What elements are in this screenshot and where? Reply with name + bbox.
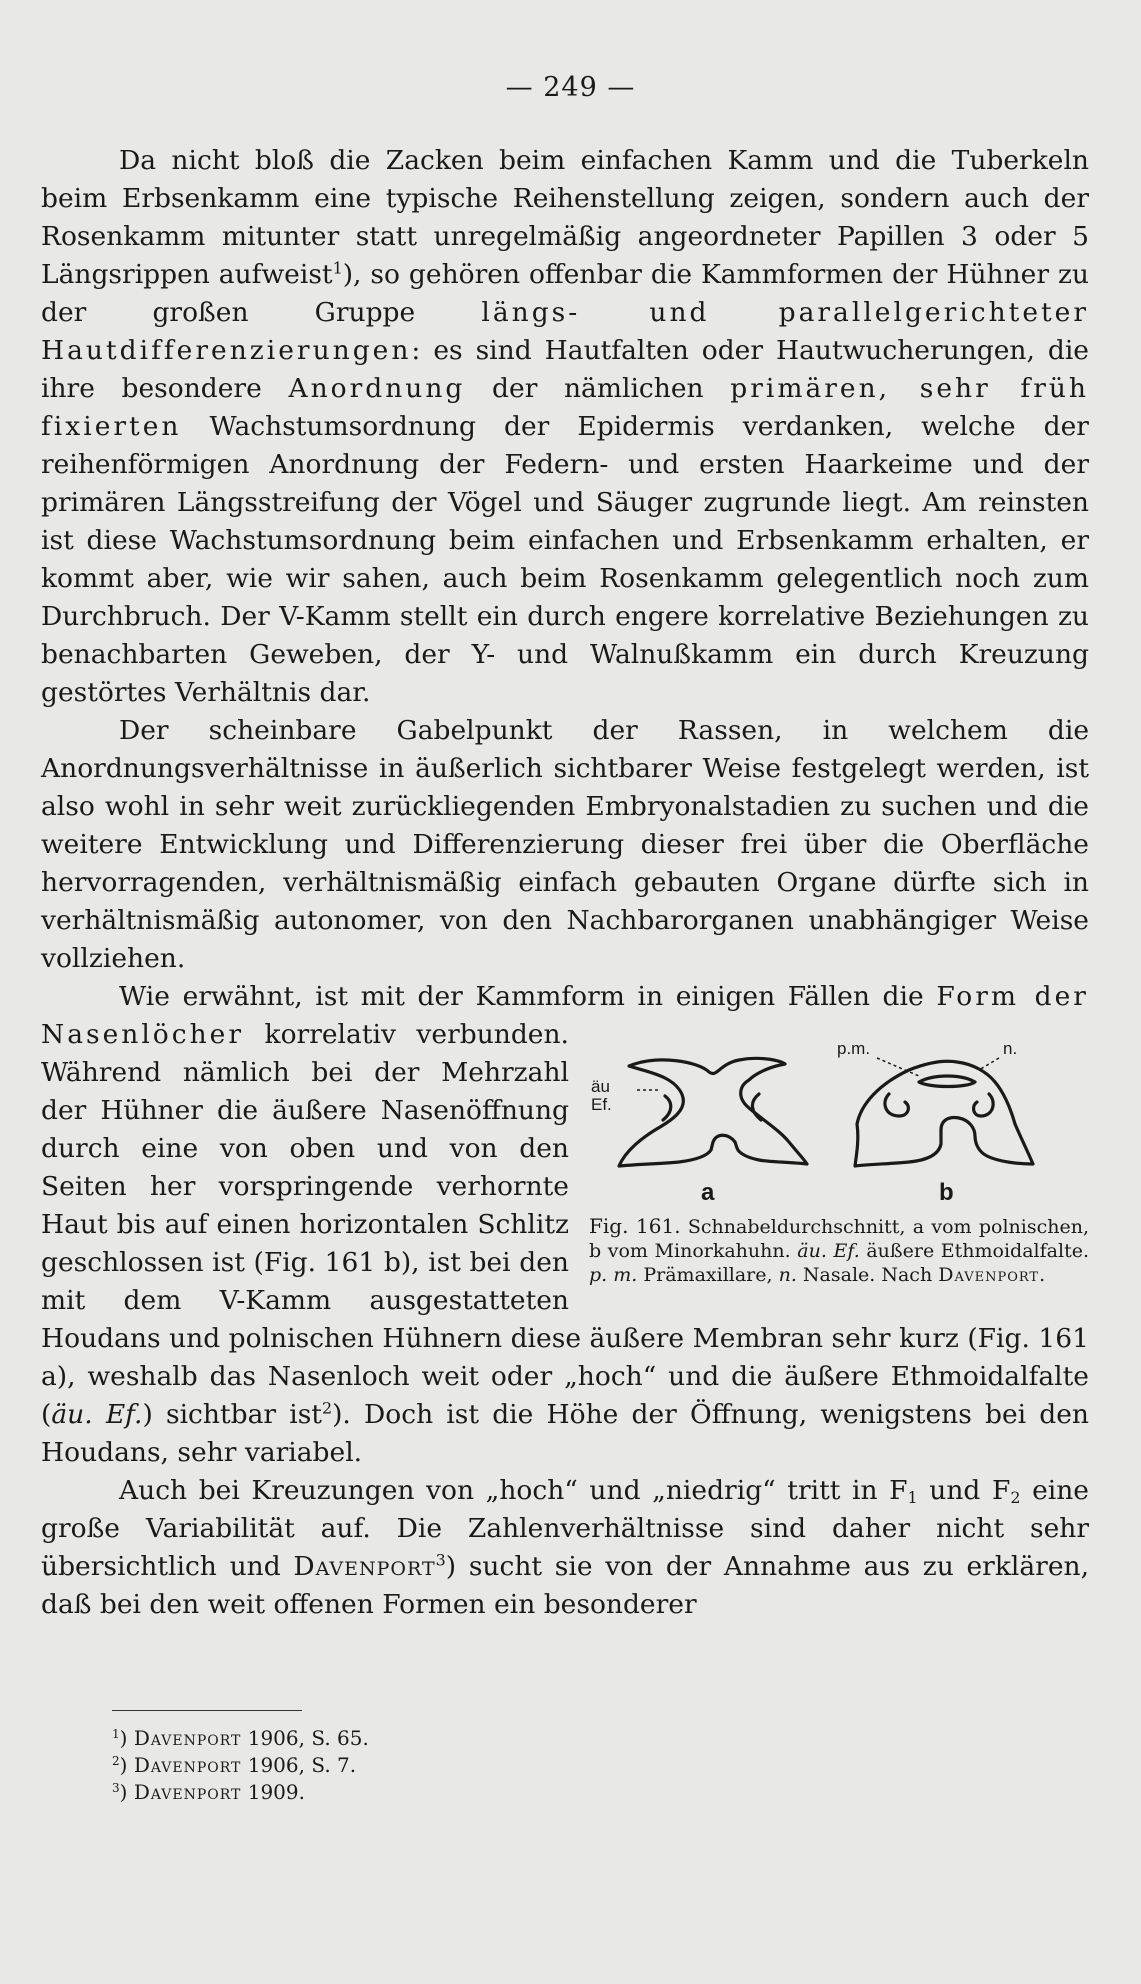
- label-b: b: [939, 1179, 954, 1206]
- footnote-ref-3: 3: [435, 1550, 446, 1570]
- footnote-ref-2: 2: [321, 1398, 333, 1418]
- paragraph-4: Auch bei Kreuzungen von „hoch“ und „niedrig“ tritt in $F_1$ und $F_2$ eine große Variabilität auf. Die Zahlenverhältnisse sind daher nicht sehr übersichtlich und Davenport$^3$) sucht sie von der Annahme aus zu erklären, daß bei den weit offenen Formen ein besonderer: [41, 1475, 1090, 1620]
- spaced-emphasis: Anordnung: [288, 373, 466, 404]
- spaced-emphasis: Form der Nasenlöcher: [41, 981, 1089, 1050]
- footnote-3: $^3$) Davenport 1909.: [112, 1780, 305, 1804]
- spaced-emphasis: primären, sehr früh fixierten: [41, 373, 1089, 442]
- label-au: äu: [591, 1077, 610, 1096]
- footnote-ref-1: 1: [332, 258, 343, 278]
- leader-line-n: [979, 1058, 999, 1070]
- paragraph-3: Wie erwähnt, ist mit der Kammform in einigen Fällen die Form der Nasenlöcher äu Ef. p.m. n. a b Fig. 161. Schnabeldurchschnitt, a vom polnischen, b vom Minorkahuhn. äu. Ef. äußere Ethmoidalfalte. p. m. Prämaxillare, n. Nasale. Nach Davenport. korrelativ verbunden. Während nämlich bei der Mehrzahl der Hühner die äußere Nasenöffnung durch eine von oben und von den Seiten her vorspringende verhornte Haut bis auf einen horizontalen Schlitz geschlossen ist (Fig. 161 b), ist bei den mit dem V-Kamm ausgestatteten Houdans und polnischen Hühnern diese äußere Membran sehr kurz (Fig. 161 a), weshalb das Nasenloch weit oder „hoch“ und die äußere Ethmoidalfalte (äu. Ef.) sichtbar ist$^2$). Doch ist die Höhe der Öffnung, wenigstens bei den Houdans, sehr variabel.: [41, 981, 1089, 1468]
- footnotes: [112, 1725, 812, 1806]
- figure-caption: Fig. 161. Schnabeldurchschnitt, a vom polnischen, b vom Minorkahuhn. äu. Ef. äußere Ethmoidalfalte. p. m. Prämaxillare, n. Nasale. Nach Davenport.: [589, 1214, 1089, 1286]
- paragraph-1: Da nicht bloß die Zacken beim einfachen Kamm und die Tuberkeln beim Erbsenkamm eine typische Reihenstellung zeigen, sondern auch der Rosenkamm mitunter statt unregelmäßig angeordneter Papillen 3 oder 5 Längsrippen aufweist$^1$), so gehören offenbar die Kammformen der Hühner zu der großen Gruppe längs- und parallelgerichteter Hautdifferenzierungen: es sind Hautfalten oder Hautwucherungen, die ihre besondere Anordnung der nämlichen primären, sehr früh fixierten Wachstumsordnung der Epidermis verdanken, welche der reihenförmigen Anordnung der Federn- und ersten Haarkeime und der primären Längsstreifung der Vögel und Säuger zugrunde liegt. Am reinsten ist diese Wachstumsordnung beim einfachen und Erbsenkamm erhalten, er kommt aber, wie wir sahen, auch beim Rosenkamm gelegentlich noch zum Durchbruch. Der V-Kamm stellt ein durch engere korrelative Beziehungen zu benachbarten Geweben, der Y- und Walnußkamm ein durch Kreuzung gestörtes Verhältnis dar.: [41, 145, 1089, 708]
- spaced-emphasis: längs- und parallelgerichteter Hautdifferenzierungen: [41, 297, 1089, 366]
- page-number: — 249 —: [505, 72, 636, 103]
- figure-161: [589, 1024, 1089, 1287]
- label-n: n.: [1003, 1039, 1018, 1058]
- footnote-2: $^2$) Davenport 1906, S. 7.: [112, 1753, 357, 1777]
- section-b-curl-left: [885, 1094, 908, 1116]
- beak-cross-section-drawing: [589, 1024, 1089, 1210]
- footnote-rule: [112, 1710, 302, 1711]
- paragraph-2: Der scheinbare Gabelpunkt der Rassen, in welchem die Anordnungsverhältnisse in äußerlich sichtbarer Weise festgelegt werden, ist also wohl in sehr weit zurückliegenden Embryonalstadien zu suchen und die weitere Entwicklung und Differenzierung dieser frei über die Oberfläche hervorragenden, verhältnismäßig einfach gebauten Organe dürfte sich in verhältnismäßig autonomer, von den Nachbarorganen unabhängiger Weise vollziehen.: [41, 715, 1089, 974]
- body-text: [41, 142, 1089, 1624]
- label-a: a: [701, 1179, 715, 1206]
- section-a-inner-left: [663, 1096, 671, 1120]
- label-pm: p.m.: [837, 1039, 871, 1058]
- section-b-premaxillare: [919, 1076, 975, 1087]
- footnote-1: $^1$) Davenport 1906, S. 65.: [112, 1726, 369, 1750]
- section-a-outline: [619, 1058, 807, 1166]
- label-ef: Ef.: [591, 1095, 612, 1114]
- section-b-curl-right: [974, 1094, 994, 1116]
